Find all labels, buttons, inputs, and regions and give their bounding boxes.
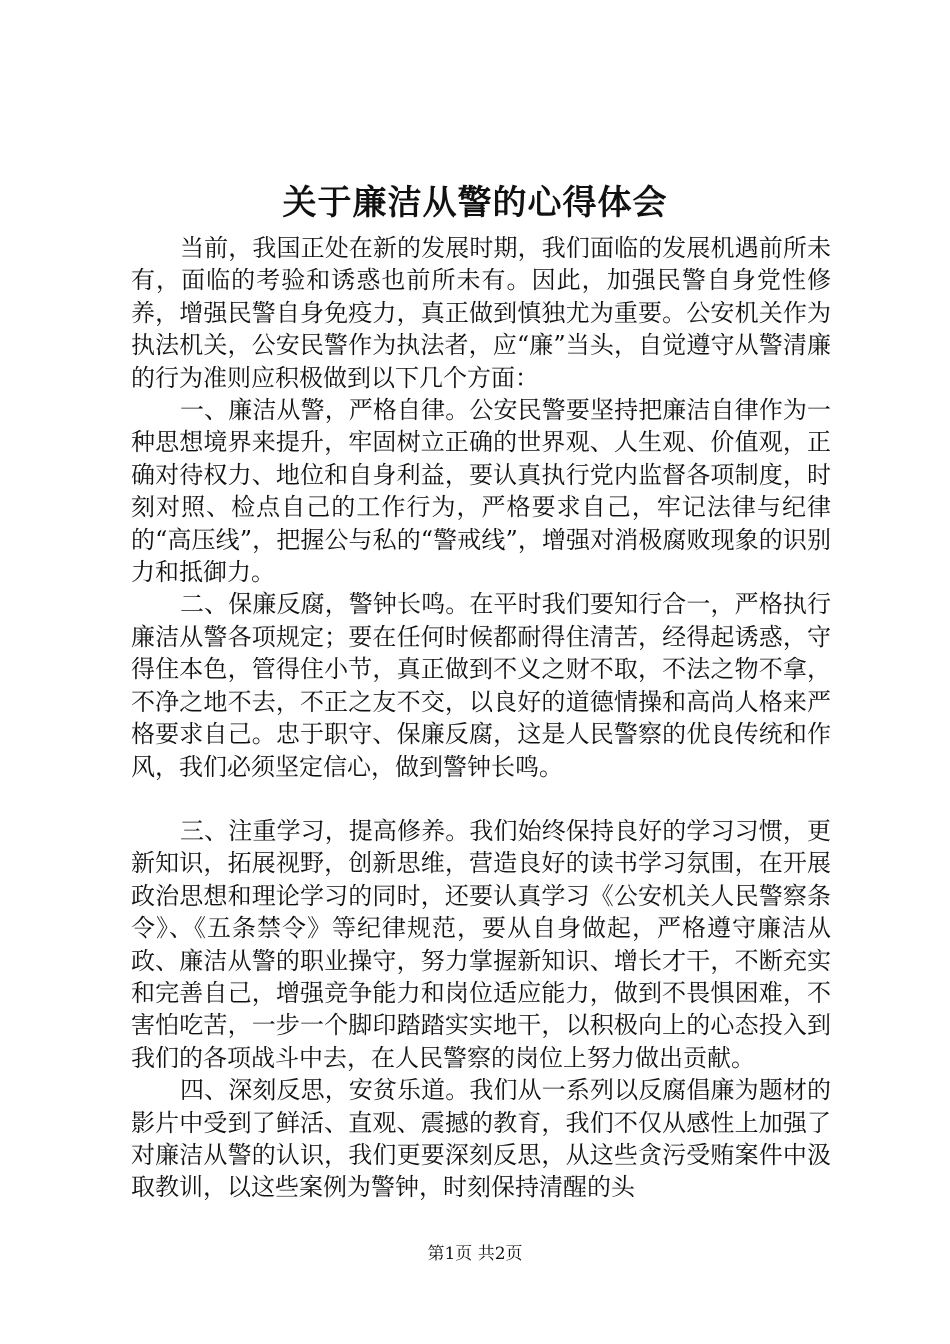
paragraph-section-3: 三、注重学习，提高修养。我们始终保持良好的学习习惯，更新知识，拓展视野，创新思维，营造良好的读书学习氛围，在开展政治思想和理论学习的同时，还要认真学习《公安机关人民警察条令》、《五条禁令》等纪律规范，要从自身做起，严格遵守廉洁从政、廉洁从警的职业操守，努力掌握新知识、增长才干，不断充实和完善自己，增强竞争能力和岗位适应能力，做到不畏惧困难，不害怕吃苦，一步一个脚印踏踏实实地干，以积极向上的心态投入到我们的各项战斗中去，在人民警察的岗位上努力做出贡献。 — [131, 816, 831, 1072]
page-number-footer: 第1页 共2页 — [427, 1244, 523, 1264]
document-body — [131, 232, 831, 1204]
paragraph-section-2: 二、保廉反腐，警钟长鸣。在平时我们要知行合一，严格执行廉洁从警各项规定；要在任何时候都耐得住清苦，经得起诱惑，守得住本色，管得住小节，真正做到不义之财不取，不法之物不拿，不净之地不去，不正之友不交，以良好的道德情操和高尚人格来严格要求自己。忠于职守、保廉反腐，这是人民警察的优良传统和作风，我们必须坚定信心，做到警钟长鸣。 — [131, 590, 831, 781]
paragraph-section-4: 四、深刻反思，安贫乐道。我们从一系列以反腐倡廉为题材的影片中受到了鲜活、直观、震撼的教育，我们不仅从感性上加强了对廉洁从警的认识，我们更要深刻反思，从这些贪污受贿案件中汲取教训，以这些案例为警钟，时刻保持清醒的头 — [131, 1076, 831, 1202]
paragraph-section-1: 一、廉洁从警，严格自律。公安民警要坚持把廉洁自律作为一种思想境界来提升，牢固树立正确的世界观、人生观、价值观，正确对待权力、地位和自身利益，要认真执行党内监督各项制度，时刻对照、检点自己的工作行为，严格要求自己，牢记法律与纪律的“高压线”，把握公与私的“警戒线”，增强对消极腐败现象的识别力和抵御力。 — [131, 396, 831, 587]
paragraph-intro: 当前，我国正处在新的发展时期，我们面临的发展机遇前所未有，面临的考验和诱惑也前所未有。因此，加强民警自身党性修养，增强民警自身免疫力，真正做到慎独尤为重要。公安机关作为执法机关，公安民警作为执法者，应“廉”当头，自觉遵守从警清廉的行为准则应积极做到以下几个方面： — [131, 234, 831, 392]
document-title: 关于廉洁从警的心得体会 — [282, 183, 668, 223]
